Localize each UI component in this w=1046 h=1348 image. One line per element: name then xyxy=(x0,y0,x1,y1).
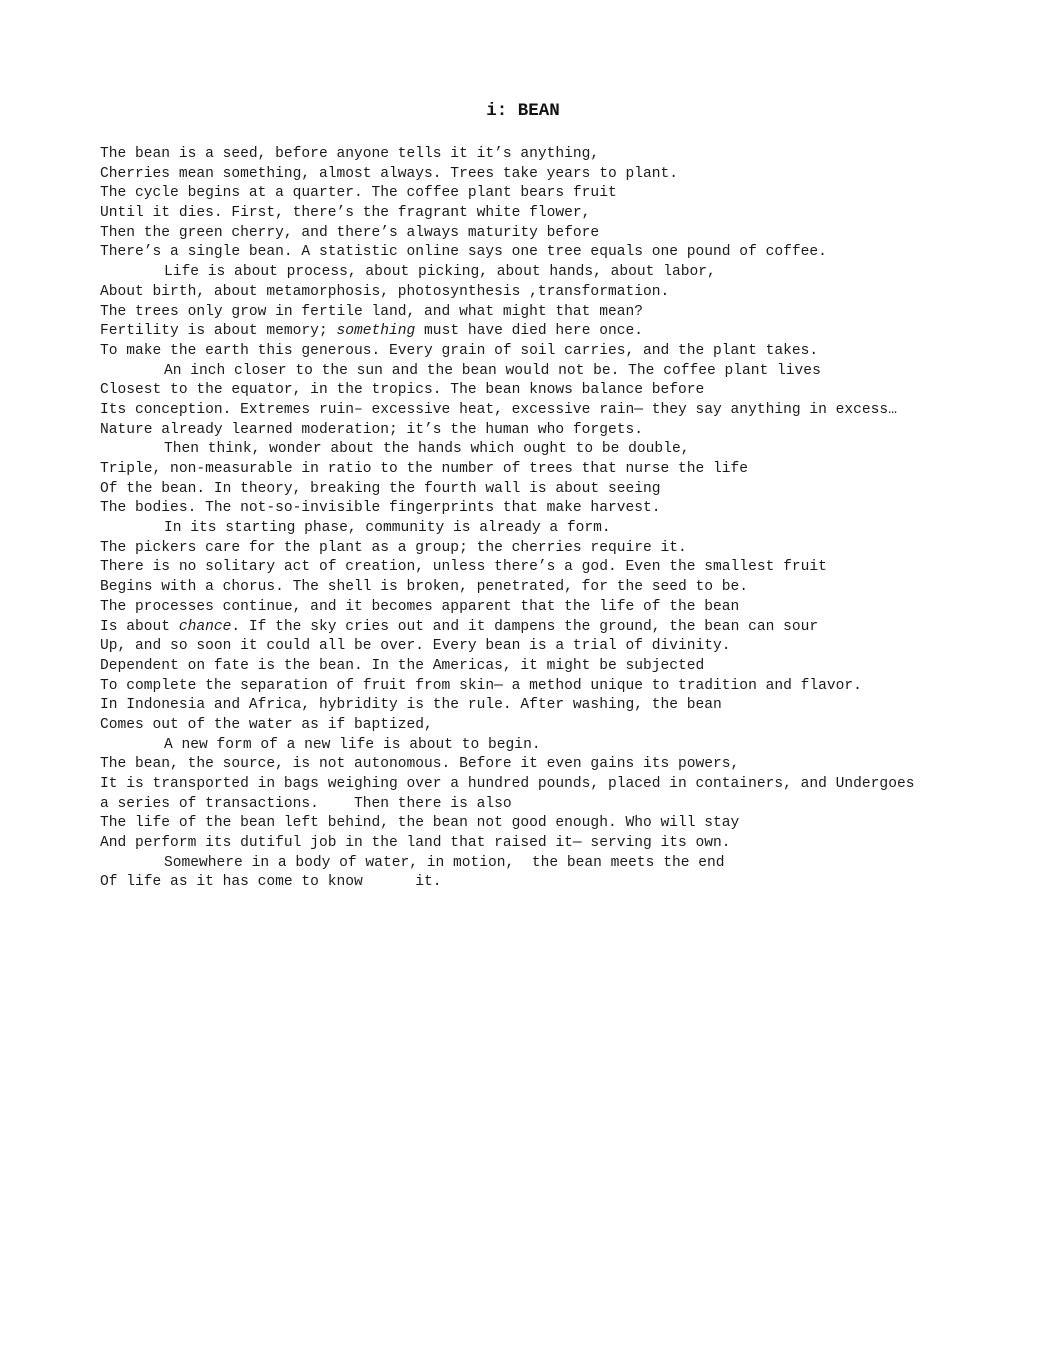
poem-line xyxy=(100,283,1000,303)
poem-line xyxy=(100,421,1000,441)
poem-line xyxy=(100,381,1000,401)
poem-line xyxy=(100,480,1000,500)
line-text: To complete the separation of fruit from skin— a method unique to tradition and flavor. xyxy=(100,677,862,694)
poem-line xyxy=(100,165,1000,185)
line-text: A new form of a new life is about to begin. xyxy=(164,736,541,753)
line-text: In Indonesia and Africa, hybridity is the rule. After washing, the bean xyxy=(100,697,722,714)
poem-line xyxy=(100,657,1000,677)
line-text: Triple, non-measurable in ratio to the number of trees that nurse the life xyxy=(100,461,749,477)
poem-line xyxy=(100,578,1000,598)
line-text: Then think, wonder about the hands which ought to be double, xyxy=(164,441,690,458)
line-text: a series of transactions. Then there is also xyxy=(100,795,512,812)
poem-line xyxy=(100,460,1000,480)
poem-line xyxy=(100,362,1000,382)
line-text: And perform its dutiful job in the land that raised it— serving its own. xyxy=(100,835,731,852)
poem-line xyxy=(100,814,1000,834)
poem-line xyxy=(100,519,1000,539)
line-text: To make the earth this generous. Every grain of soil carries, and the plant takes. xyxy=(100,342,819,359)
poem-line xyxy=(100,795,1000,815)
italic-phrase: something xyxy=(336,323,416,340)
poem-line xyxy=(100,499,1000,519)
line-text: Comes out of the water as if baptized, xyxy=(100,716,433,733)
line-text: The bean is a seed, before anyone tells it it’s anything, xyxy=(100,146,600,162)
line-text: must have died here once. xyxy=(415,323,643,340)
poem-line xyxy=(100,342,1000,362)
poem-line xyxy=(100,440,1000,460)
line-text: Cherries mean something, almost always. Trees take years to plant. xyxy=(100,165,679,182)
poem-line xyxy=(100,834,1000,854)
poem-line xyxy=(100,322,1000,342)
line-text: Life is about process, about picking, about hands, about labor, xyxy=(164,264,716,281)
poem-line xyxy=(100,873,1000,893)
line-text: The trees only grow in fertile land, and what might that mean? xyxy=(100,303,643,320)
poem-line xyxy=(100,303,1000,323)
poem-line xyxy=(100,736,1000,756)
line-text: The bean, the source, is not autonomous. Before it even gains its powers, xyxy=(100,756,740,773)
poem-line xyxy=(100,598,1000,618)
poem-line xyxy=(100,539,1000,559)
line-text: Dependent on fate is the bean. In the Americas, it might be subjected xyxy=(100,657,705,674)
line-text: Is about xyxy=(100,618,179,635)
poem-line xyxy=(100,854,1000,874)
line-text: In its starting phase, community is already a form. xyxy=(164,520,611,537)
line-text: There’s a single bean. A statistic online says one tree equals one pound of coffee. xyxy=(100,244,827,261)
line-text: The cycle begins at a quarter. The coffee plant bears fruit xyxy=(100,185,617,202)
line-text: Of life as it has come to know it. xyxy=(100,874,442,891)
poem-line xyxy=(100,755,1000,775)
line-text: . If the sky cries out and it dampens the ground, the bean can sour xyxy=(231,618,819,635)
poem-line xyxy=(100,775,1000,795)
poem-line xyxy=(100,716,1000,736)
poem-line xyxy=(100,224,1000,244)
italic-phrase: chance xyxy=(178,618,232,635)
poem-line xyxy=(100,696,1000,716)
poem-body xyxy=(100,145,1000,893)
line-text: The processes continue, and it becomes apparent that the life of the bean xyxy=(100,598,740,615)
poem-line xyxy=(100,677,1000,697)
line-text: About birth, about metamorphosis, photosynthesis ,transformation. xyxy=(100,283,670,300)
line-text: Up, and so soon it could all be over. Every bean is a trial of divinity. xyxy=(100,638,731,655)
poem-line xyxy=(100,204,1000,224)
poem-title: i: BEAN xyxy=(486,101,560,121)
poem-line xyxy=(100,263,1000,283)
line-text: Its conception. Extremes ruin– excessive heat, excessive rain— they say anything in excess… xyxy=(100,401,897,418)
line-text: Somewhere in a body of water, in motion, the bean meets the end xyxy=(164,854,725,871)
poem-line xyxy=(100,145,1000,165)
poem-line xyxy=(100,184,1000,204)
line-text: Until it dies. First, there’s the fragrant white flower, xyxy=(100,205,591,222)
line-text: The life of the bean left behind, the bean not good enough. Who will stay xyxy=(100,815,740,832)
line-text: There is no solitary act of creation, unless there’s a god. Even the smallest fruit xyxy=(100,559,827,576)
poem-line xyxy=(100,618,1000,638)
line-text: Then the green cherry, and there’s always maturity before xyxy=(100,224,600,241)
line-text: Begins with a chorus. The shell is broken, penetrated, for the seed to be. xyxy=(100,579,749,596)
poem-line xyxy=(100,637,1000,657)
line-text: The bodies. The not-so-invisible fingerprints that make harvest. xyxy=(100,500,661,517)
line-text: It is transported in bags weighing over a hundred pounds, placed in containers, and Undergoes xyxy=(100,776,915,792)
line-text: Nature already learned moderation; it’s the human who forgets. xyxy=(100,421,643,438)
line-text: Of the bean. In theory, breaking the fourth wall is about seeing xyxy=(100,480,661,497)
line-text: The pickers care for the plant as a group; the cherries require it. xyxy=(100,539,687,556)
poem-line xyxy=(100,558,1000,578)
poem-line xyxy=(100,243,1000,263)
line-text: Closest to the equator, in the tropics. The bean knows balance before xyxy=(100,382,705,399)
line-text: Fertility is about memory; xyxy=(100,323,337,340)
poem-line xyxy=(100,401,1000,421)
line-text: An inch closer to the sun and the bean would not be. The coffee plant lives xyxy=(164,362,821,379)
